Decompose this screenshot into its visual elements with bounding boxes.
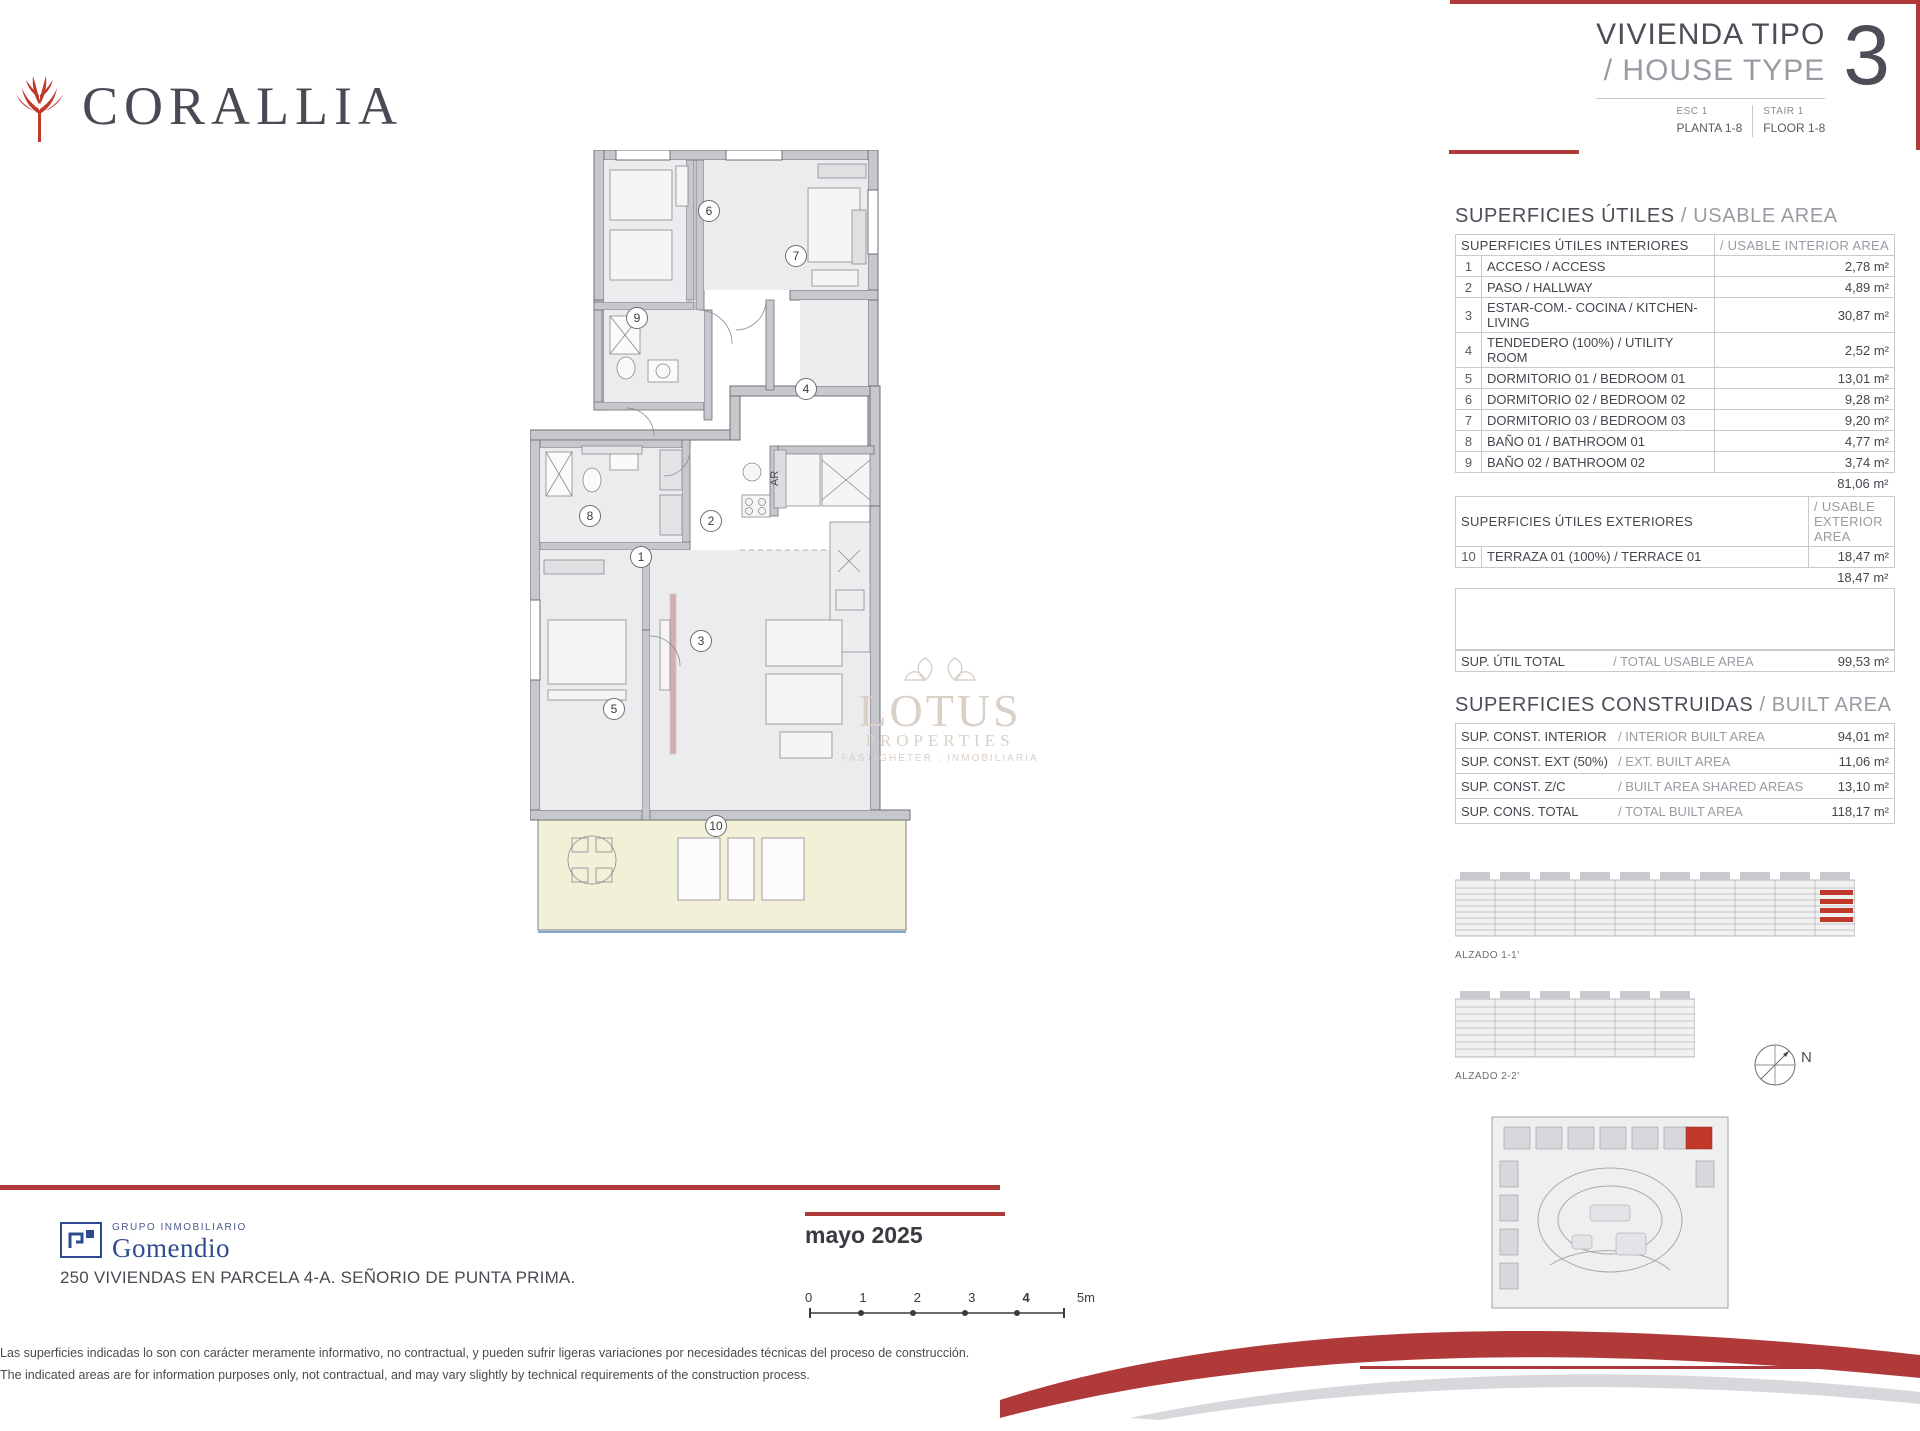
total-value: 99,53 m² (1809, 651, 1895, 672)
room-marker-9: 9 (626, 307, 648, 329)
built-area-table (1455, 723, 1895, 824)
row-index: 2 (1456, 277, 1482, 298)
row-index: 7 (1456, 410, 1482, 431)
row-label: TERRAZA 01 (100%) / TERRACE 01 (1482, 546, 1809, 567)
row-value: 30,87 m² (1714, 298, 1894, 333)
interior-head-en: / USABLE INTERIOR AREA (1714, 235, 1894, 256)
table-header-row (1456, 235, 1895, 256)
stair-floor-es (1676, 105, 1742, 137)
row-value: 13,01 m² (1714, 368, 1894, 389)
floor-es: PLANTA 1-8 (1676, 120, 1743, 135)
watermark-sub: PROPERTIES (865, 731, 1015, 750)
elevation-2-drawing (1455, 985, 1695, 1063)
usable-interior-table (1455, 234, 1895, 494)
footer-rule (0, 1185, 1000, 1190)
room-marker-7: 7 (785, 245, 807, 267)
built-title-es: SUPERFICIES CONSTRUIDAS (1455, 694, 1754, 716)
elevation-2-caption: ALZADO 2-2' (1455, 1071, 1520, 1082)
table-row (1456, 651, 1895, 672)
row-label-en: / TOTAL BUILT AREA (1613, 799, 1808, 824)
row-value: 3,74 m² (1714, 452, 1894, 473)
compass-icon (1745, 1030, 1825, 1100)
row-label: PASO / HALLWAY (1482, 277, 1715, 298)
developer-sub: GRUPO INMOBILIARIO (112, 1222, 247, 1233)
room-marker-6: 6 (698, 200, 720, 222)
scale-tick: 4 (1022, 1290, 1030, 1305)
house-type-label-es: VIVIENDA TIPO (1596, 18, 1826, 51)
row-label: DORMITORIO 02 / BEDROOM 02 (1482, 389, 1715, 410)
area-tables (1455, 205, 1895, 824)
blank-area-box (1455, 588, 1895, 650)
scale-tick: 2 (913, 1290, 921, 1305)
row-label-es: SUP. CONS. TOTAL (1456, 799, 1614, 824)
room-marker-8: 8 (579, 505, 601, 527)
row-value: 9,28 m² (1714, 389, 1894, 410)
row-label-es: SUP. CONST. Z/C (1456, 774, 1614, 799)
row-value: 13,10 m² (1809, 774, 1895, 799)
coral-icon (10, 70, 68, 142)
row-label-es: SUP. CONST. EXT (50%) (1456, 749, 1614, 774)
table-row (1456, 389, 1895, 410)
brand-name: CORALLIA (82, 76, 403, 136)
table-row (1456, 546, 1895, 567)
row-value: 94,01 m² (1809, 724, 1895, 749)
room-marker-10: 10 (705, 815, 727, 837)
floor-en: FLOOR 1-8 (1763, 120, 1826, 135)
row-label: DORMITORIO 03 / BEDROOM 03 (1482, 410, 1715, 431)
row-index: 9 (1456, 452, 1482, 473)
footer-rule-right (805, 1212, 1005, 1216)
table-row (1456, 799, 1895, 824)
row-value: 9,20 m² (1714, 410, 1894, 431)
developer-name: Gomendio (112, 1233, 230, 1263)
gomendio-mark-icon (60, 1222, 102, 1258)
elevation-1 (1455, 870, 1855, 961)
row-index: 3 (1456, 298, 1482, 333)
exterior-total: 18,47 m² (1837, 570, 1889, 586)
table-row (1456, 724, 1895, 749)
watermark-sub2: FASTIGHETER : INMOBILIARIA (841, 753, 1039, 764)
row-value: 4,77 m² (1714, 431, 1894, 452)
total-label-es: SUP. ÚTIL TOTAL (1456, 651, 1609, 672)
table-row (1456, 410, 1895, 431)
built-area-title (1455, 694, 1895, 717)
table-row (1456, 749, 1895, 774)
floor-plan-drawing (530, 150, 1090, 1080)
scale-tick: 5m (1076, 1290, 1095, 1305)
site-plan-drawing (1490, 1115, 1730, 1310)
site-plan (1490, 1115, 1730, 1315)
room-marker-4: 4 (795, 378, 817, 400)
house-type-number: 3 (1843, 8, 1890, 102)
built-title-en: / BUILT AREA (1759, 694, 1892, 716)
row-index: 8 (1456, 431, 1482, 452)
row-label: TENDEDERO (100%) / UTILITY ROOM (1482, 333, 1715, 368)
row-label: BAÑO 01 / BATHROOM 01 (1482, 431, 1715, 452)
row-label: BAÑO 02 / BATHROOM 02 (1482, 452, 1715, 473)
disclaimer-en: The indicated areas are for information purposes only, not contractual, and may vary slightly by technical requirements of the construction process. (0, 1367, 810, 1382)
scale-tick: 3 (968, 1290, 976, 1305)
table-row (1456, 774, 1895, 799)
divider (1752, 105, 1753, 137)
scale-tick: 1 (859, 1290, 867, 1305)
total-label-en: / TOTAL USABLE AREA (1608, 651, 1808, 672)
project-title: 250 VIVIENDAS EN PARCELA 4-A. SEÑORIO DE PUNTA PRIMA. (60, 1268, 576, 1287)
table-row (1456, 298, 1895, 333)
room-marker-3: 3 (690, 630, 712, 652)
usable-title-en: USABLE AREA (1693, 205, 1838, 227)
footer-swoosh (1000, 1300, 1920, 1420)
svg-text:N: N (1801, 1049, 1812, 1066)
room-marker-2: 2 (700, 510, 722, 532)
row-value: 4,89 m² (1714, 277, 1894, 298)
row-index: 5 (1456, 368, 1482, 389)
scale-tick: 0 (805, 1290, 813, 1305)
house-type-label-en: / HOUSE TYPE (1603, 54, 1826, 87)
interior-total: 81,06 m² (1837, 475, 1889, 491)
row-label-en: / EXT. BUILT AREA (1613, 749, 1808, 774)
table-row (1456, 333, 1895, 368)
row-value: 2,78 m² (1714, 256, 1894, 277)
table-row (1456, 431, 1895, 452)
stair-en: STAIR 1 (1763, 106, 1804, 117)
table-header-row (1456, 496, 1895, 546)
usable-title-es: SUPERFICIES ÚTILES (1455, 205, 1675, 227)
row-index: 6 (1456, 389, 1482, 410)
svg-text:AR: AR (769, 470, 781, 486)
interior-total-row (1456, 473, 1895, 494)
elevation-1-caption: ALZADO 1-1' (1455, 950, 1520, 961)
stair-floor-en (1763, 105, 1825, 137)
row-value: 2,52 m² (1714, 333, 1894, 368)
exterior-head-en: / USABLE EXTERIOR AREA (1809, 496, 1895, 546)
row-value: 18,47 m² (1809, 546, 1895, 567)
disclaimer (0, 1345, 1000, 1384)
exterior-total-row (1456, 567, 1895, 588)
title-separator: / (1680, 205, 1688, 227)
table-row (1456, 368, 1895, 389)
usable-area-title (1455, 205, 1895, 228)
exterior-head-es: SUPERFICIES ÚTILES EXTERIORES (1456, 496, 1809, 546)
plan-date: mayo 2025 (805, 1222, 923, 1248)
row-label-es: SUP. CONST. INTERIOR (1456, 724, 1614, 749)
compass (1745, 1030, 1825, 1100)
row-index: 4 (1456, 333, 1482, 368)
row-label: ACCESO / ACCESS (1482, 256, 1715, 277)
watermark-title: LOTUS (858, 685, 1022, 736)
brand-logo (10, 70, 403, 142)
usable-exterior-table (1455, 496, 1895, 589)
interior-head-es: SUPERFICIES ÚTILES INTERIORES (1456, 235, 1715, 256)
row-label-en: / INTERIOR BUILT AREA (1613, 724, 1808, 749)
disclaimer-es: Las superficies indicadas lo son con carácter meramente informativo, no contractual, y pueden sufrir ligeras variaciones por necesidades técnicas del proceso de construcción. (0, 1346, 970, 1360)
row-label: DORMITORIO 01 / BEDROOM 01 (1482, 368, 1715, 389)
total-usable-table (1455, 650, 1895, 672)
house-type-block (1320, 0, 1920, 175)
row-index: 1 (1456, 256, 1482, 277)
row-label-en: / BUILT AREA SHARED AREAS (1613, 774, 1808, 799)
row-value: 11,06 m² (1809, 749, 1895, 774)
table-row (1456, 452, 1895, 473)
bottom-rule (1360, 1366, 1920, 1369)
table-row (1456, 277, 1895, 298)
table-row (1456, 256, 1895, 277)
room-marker-1: 1 (630, 546, 652, 568)
row-index: 10 (1456, 546, 1482, 567)
developer-logo (60, 1222, 575, 1288)
floor-plan (530, 150, 1090, 1080)
elevation-1-drawing (1455, 870, 1855, 942)
stair-es: ESC 1 (1676, 106, 1708, 117)
row-value: 118,17 m² (1809, 799, 1895, 824)
row-label: ESTAR-COM.- COCINA / KITCHEN-LIVING (1482, 298, 1715, 333)
room-marker-5: 5 (603, 698, 625, 720)
elevation-2 (1455, 985, 1695, 1082)
